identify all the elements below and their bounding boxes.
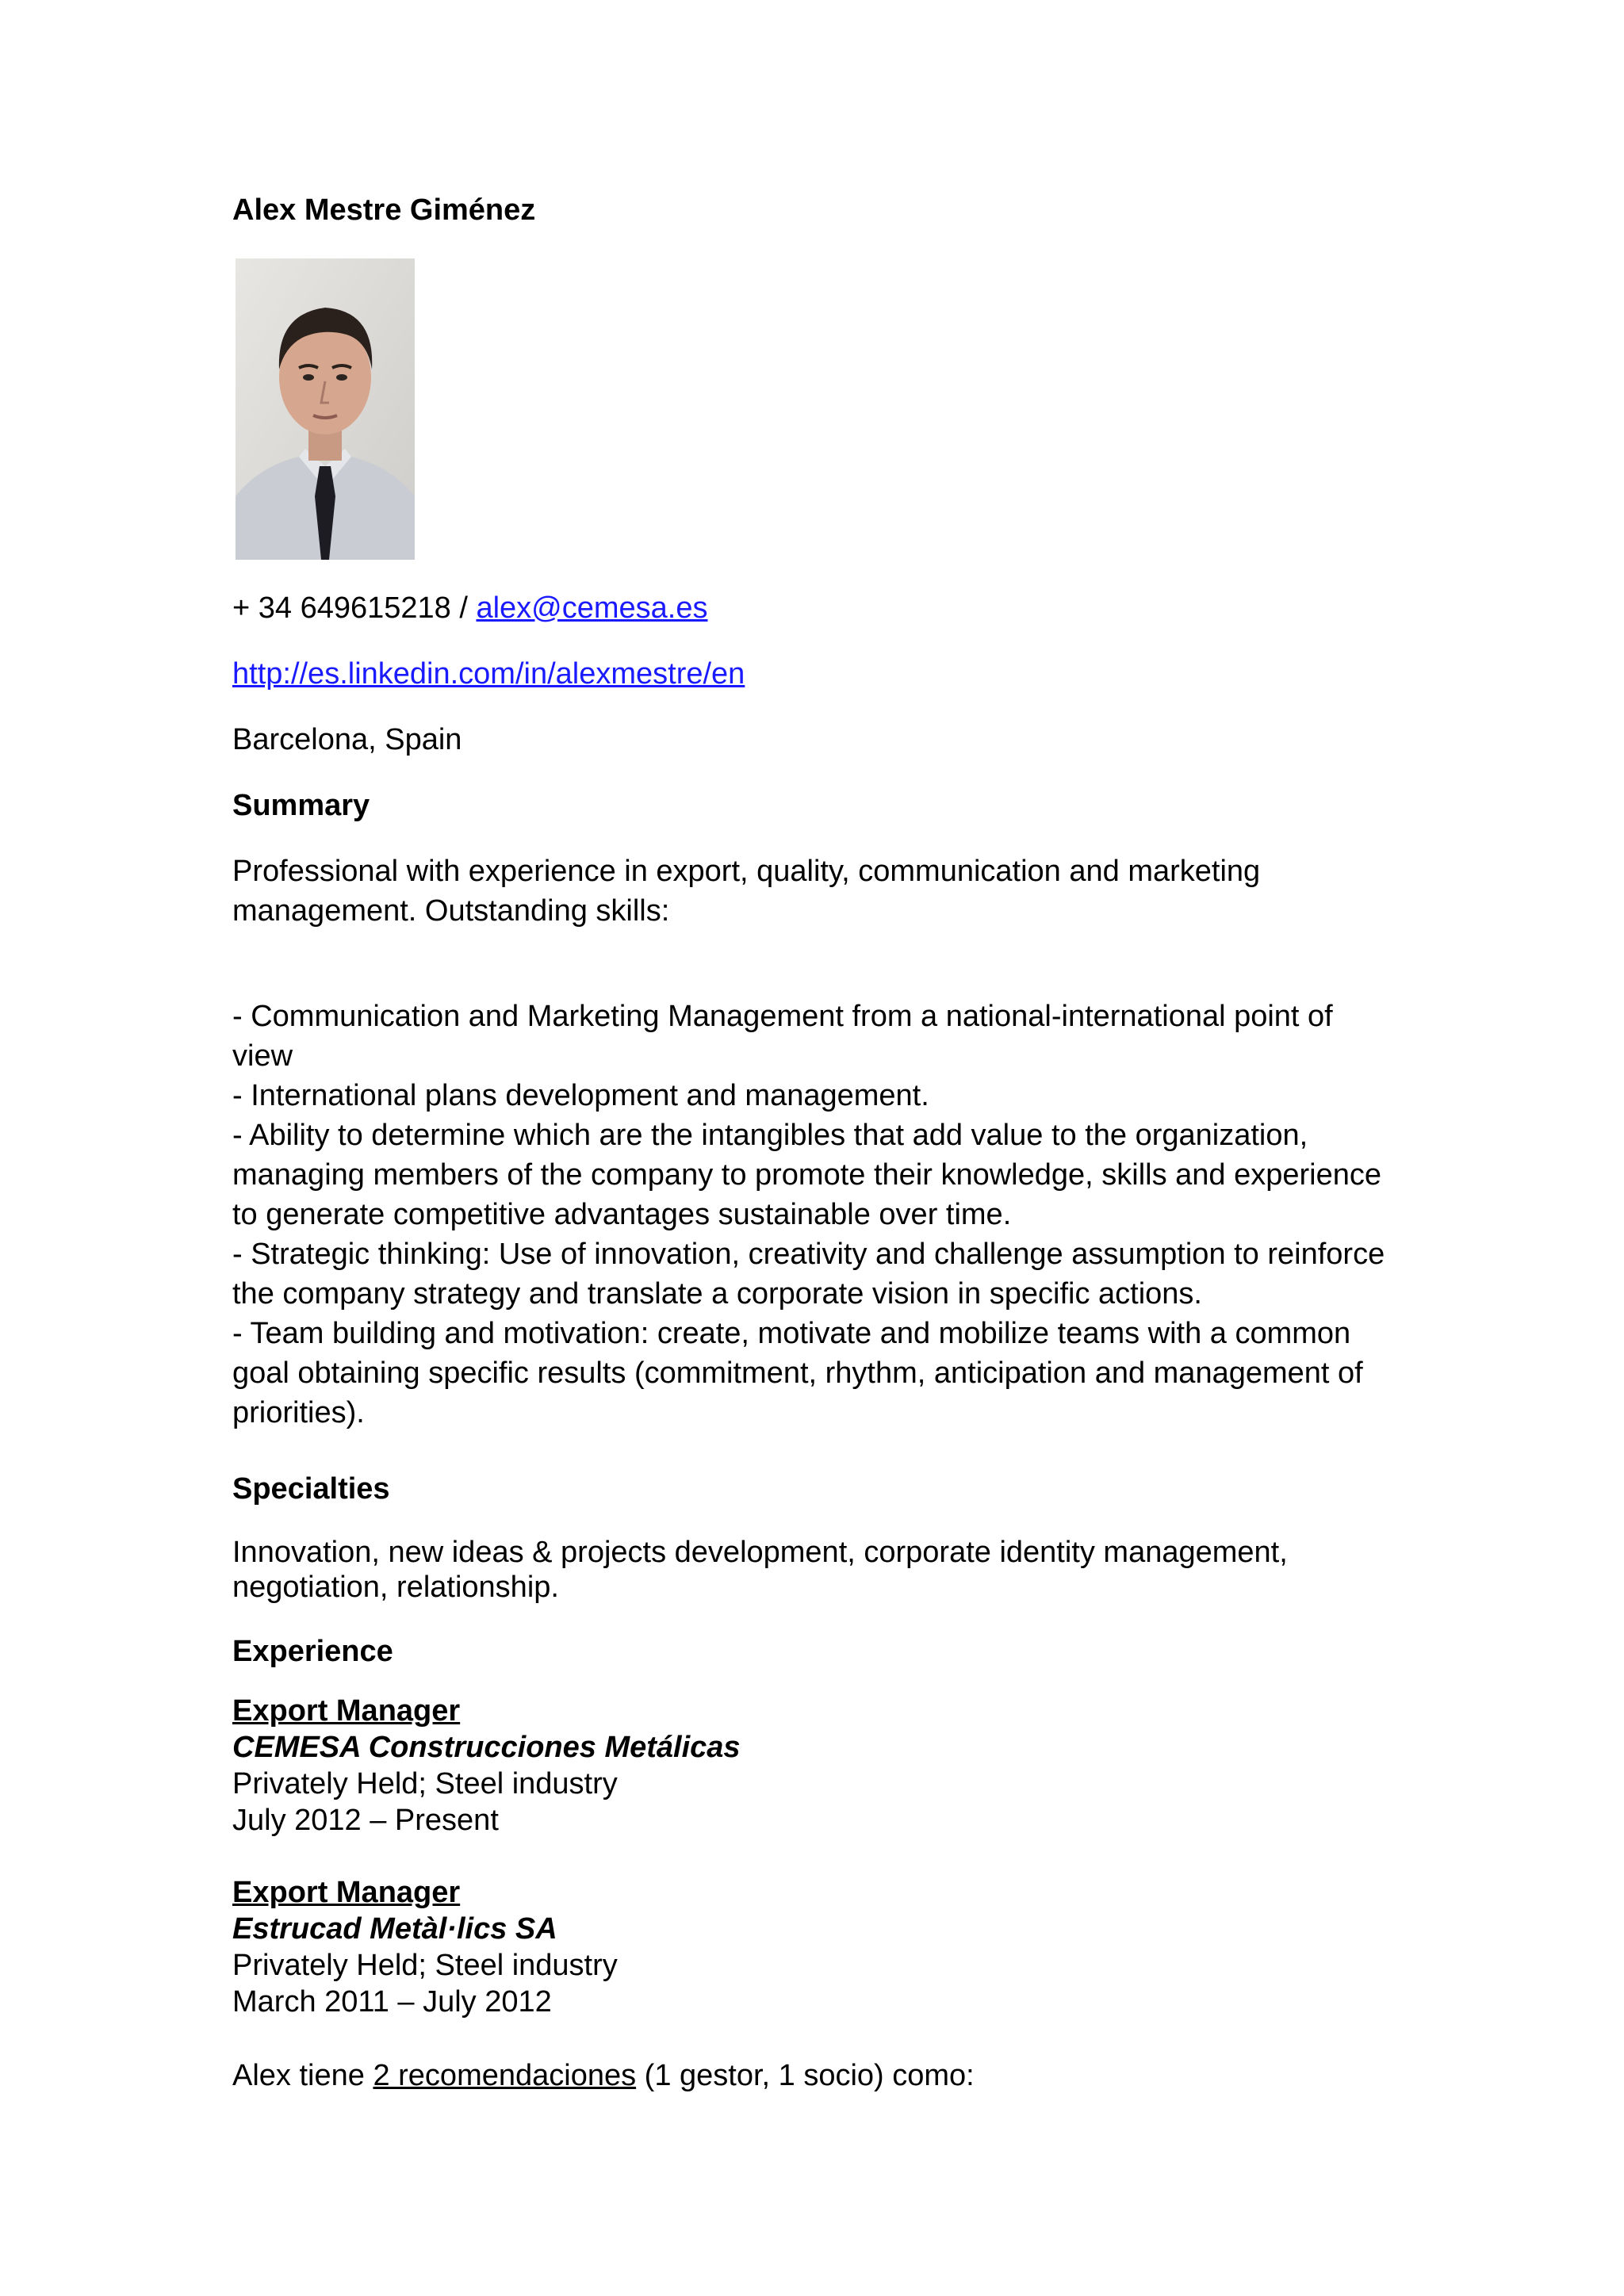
recommendations-prefix: Alex tiene xyxy=(232,2059,373,2092)
job-entry xyxy=(232,1874,1398,2020)
skill-line: the company strategy and translate a corporate vision in specific actions. xyxy=(232,1277,1202,1311)
linkedin-line xyxy=(232,654,745,694)
recommendations-link[interactable]: 2 recomendaciones xyxy=(373,2059,637,2092)
job-title: Export Manager xyxy=(232,1694,461,1728)
skill-line: - International plans development and management. xyxy=(232,1079,929,1112)
location: Barcelona, Spain xyxy=(232,723,462,756)
specialties-line: Innovation, new ideas & projects development, corporate identity management, xyxy=(232,1536,1288,1569)
skill-line: managing members of the company to promote their knowledge, skills and experience xyxy=(232,1158,1381,1192)
job-dates: July 2012 – Present xyxy=(232,1804,499,1837)
skills-list xyxy=(232,997,1398,1433)
skill-line: - Communication and Marketing Management from a national-international point of xyxy=(232,1000,1333,1033)
contact-line xyxy=(232,588,708,628)
job-company: CEMESA Construcciones Metálicas xyxy=(232,1731,741,1764)
skill-line: priorities). xyxy=(232,1396,365,1429)
job-company: Estrucad Metàl·lics SA xyxy=(232,1912,557,1946)
job-entry xyxy=(232,1693,1398,1839)
job-dates: March 2011 – July 2012 xyxy=(232,1985,552,2019)
summary-intro-line: Professional with experience in export, quality, communication and marketing xyxy=(232,855,1261,888)
linkedin-link[interactable]: http://es.linkedin.com/in/alexmestre/en xyxy=(232,657,745,691)
email-link[interactable]: alex@cemesa.es xyxy=(476,591,708,625)
skill-line: - Strategic thinking: Use of innovation, creativity and challenge assumption to reinforce xyxy=(232,1238,1385,1271)
job-type: Privately Held; Steel industry xyxy=(232,1767,618,1800)
skill-line: - Team building and motivation: create, motivate and mobilize teams with a common xyxy=(232,1317,1351,1350)
recommendations-line xyxy=(232,2056,975,2095)
summary-intro xyxy=(232,851,1398,931)
skill-line: - Ability to determine which are the intangibles that add value to the organization, xyxy=(232,1119,1308,1152)
specialties-line: negotiation, relationship. xyxy=(232,1571,559,1604)
phone-number: + 34 649615218 / xyxy=(232,591,477,625)
job-type: Privately Held; Steel industry xyxy=(232,1949,618,1982)
recommendations-suffix: (1 gestor, 1 socio) como: xyxy=(636,2059,975,2092)
experience-heading: Experience xyxy=(232,1635,393,1668)
specialties-heading: Specialties xyxy=(232,1472,390,1506)
skill-line: goal obtaining specific results (commitment, rhythm, anticipation and management of xyxy=(232,1357,1363,1390)
specialties-text xyxy=(232,1535,1398,1605)
person-name: Alex Mestre Giménez xyxy=(232,193,536,227)
summary-intro-line: management. Outstanding skills: xyxy=(232,894,670,928)
skill-line: view xyxy=(232,1039,293,1073)
job-title: Export Manager xyxy=(232,1876,461,1909)
summary-heading: Summary xyxy=(232,789,370,822)
profile-photo xyxy=(236,258,415,560)
skill-line: to generate competitive advantages sustainable over time. xyxy=(232,1198,1012,1231)
